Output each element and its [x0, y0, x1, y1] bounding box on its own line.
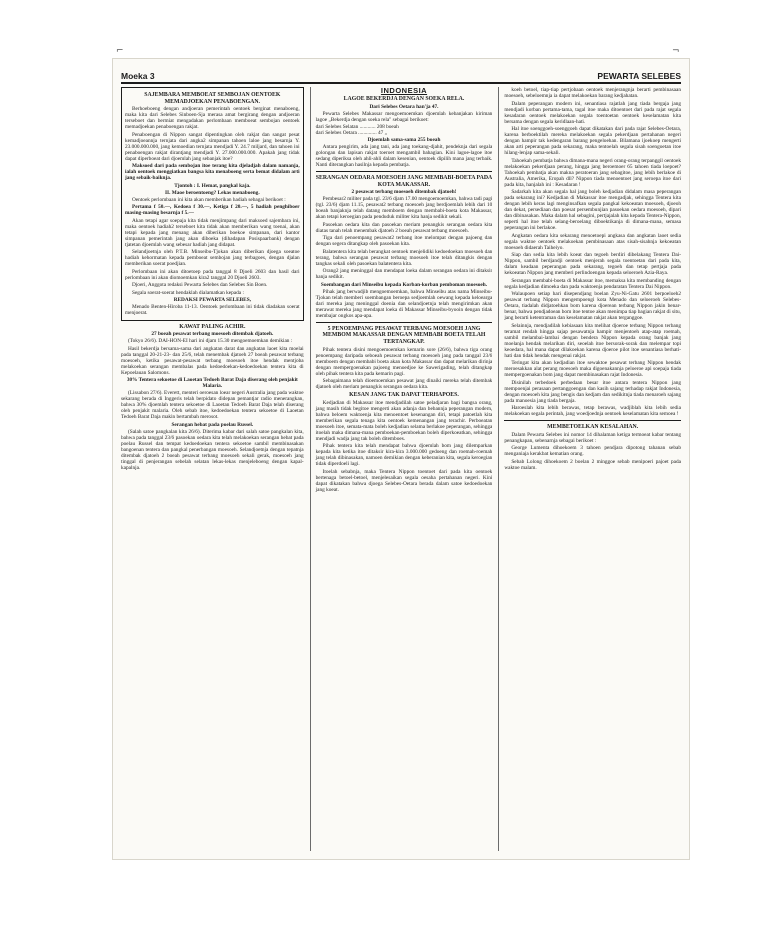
- lagoe-title: LAGOE BEKERDJA DENGAN SOEKA RELA.: [343, 96, 465, 102]
- article-paragraph: Walaupoen setiap hari disependjang boelan Zyu-Ni-Gatu 2601 berpoeloeh2 pesawat terbang Nippon mengempoengi kota Menado dan seloeroeh Selebes-Oetara, tiadalah didjatoehkan bom karena djoerean terbang Nippon jakin benar-benar, bahwa pendjadoean bom itoe tentoe akan menimpa tiap bagian rakjat di situ, jang berarti ketentraman dan keselamatan rakjat akan terganggoe.: [504, 291, 681, 321]
- sayembara-paragraph: Segala soerat-soerat hendaklah dialamatkan kepada :: [132, 289, 244, 296]
- corner-mark-right: ¬: [672, 46, 680, 56]
- kawat-subhead: 27 boeah pesawat terbang moesoeh ditembak djatoeh.: [151, 331, 274, 338]
- serangan-paragraph: Balatentera kita telah berangkat oentoek menjelidiki kedoedoekan moesoeh dan terang, bahwa serangan pesawat terbang moesoeh itoe telah ditangkis dengan tangkas sekali oleh pasoekan balatentera kita.: [315, 248, 493, 267]
- lagoe-count-line: dari Selebes Selatan ............ 208 boeah: [315, 124, 399, 131]
- lagoe-count-line: dari Selebes Oetara .............. 47 „: [315, 130, 387, 137]
- sayembara-paragraph: Djoeri, Anggota redaksi Pewarta Selebes dan Selebes Sin Boen.: [132, 282, 268, 289]
- sayembara-example-2: II. Maoe beroentoeng? Lekas menaboeng.: [165, 189, 260, 196]
- article-paragraph: Angkatan oedara kita sekarang menoetoepi angkasa dan angkatan laoet sedia segala waktoe oentoek melakoekan pembinasaan atas sisah-sisahnja kekoeatan moesoeh didaerah Taiheiyo.: [504, 232, 681, 251]
- penerbang-paragraph: Pihak tentera disini mengoemoemkan kemarin sore (26/6), bahwa tiga orang penoempang daripada seboeah pesawat terbang moesoeh jang pada tanggal 23/6 memboem dengan membabi boeta akan kota Makassar dan dapat melarikan dirinja dengan mempergoenakan pajoeng menoedjoe ke Sawerigading, telah ditangkap oleh pihak tentera kita pada kemarin pagi.: [315, 346, 493, 377]
- sayembara-title: SAJEMBARA MEMBOEAT SEMBOJAN OENTOEK MEMADJOEKAN PENABOENGAN.: [144, 92, 281, 105]
- kawat-subhead: Serangan hebat pada poelau Russel.: [171, 421, 254, 428]
- serangan-paragraph: Pembesar2 militer pada tgl. 23/6 djam 17.00 mengoemoemkan, bahwa tadi pagi (tgl. 23/6) djam 11.15, pesawat2 terbang moesoeh jang berdjoemlah lebih dari 10 boeah banjaknja telah datang memboem dengan membabi-boeta kota Makassar, akan tetapi keroegian pada penduduk militer kita hanja sedikit sekali.: [315, 196, 493, 221]
- article-paragraph: Serangan membabi-boeta di Makassar itoe, memaksa kita membanding dengan segala kedjadian dimoeka dan pada waktoenja pendaratan Tentera Dai Nippon.: [504, 277, 681, 290]
- article-paragraph: Disinilah terbedoek perbedaan besar itoe antara tentera Nippon jang mempoenjai perasaan pertanggoengan dan kasih sajang terhadap rakjat Indonesia, dengan moesoeh kita jang bengis dan kedjam dan sedikitnja tiada menaroeh sajang pada manoesia jang tiada bergaja.: [504, 379, 681, 404]
- sayembara-notice: [121, 87, 304, 321]
- divider: [504, 420, 681, 421]
- serangan-subhead: 2 pesawat terbang moesoeh ditembak djatoeh!: [351, 189, 457, 196]
- article-paragraph: Siap dan sedia kita lebih koeat dan tegoeh berdiri dibelakang Tentera Dai-Nippon, sambil berdjandji oentoek menjerah segala toentoetan dari pada kita, dalam keadaan peperangan pada sekarang, tegoeh dan tetap pertjaja pada kekoeatan Nippon jang memberi perlindoengan kepada seloeroeh Azia-Raya.: [504, 252, 681, 276]
- serangan-paragraph: Pasoekan oedara kita dan pasoekan meriam penangkis serangan oedara kita diatas tanah telah menembak djatoeh 2 boeah pesawat terbang moesoeh.: [315, 221, 493, 234]
- article-paragraph: Tahoekah pembatja bahwa dimana-mana negeri orang-orang terpanggil oentoek melakoekan pekerdjaan perang, hingga jang beroemoer 65 tahoen tiada loepoet? Tahoekah pembatja akan makna peratoeran jang sebagitoe, jang lebih berlakoe di Australia, Amerika, Eropah dll? Nippon tiada menoentoet jang seroepa itoe dari pada kita, hanjalah ini : Kesadaran !: [504, 157, 681, 188]
- masthead: PEWARTA SELEBES: [597, 71, 681, 81]
- serangan-paragraph: Orang2 jang meninggal dan mendapat loeka dalam serangan oedara ini ditaksir hanja sedikit.: [315, 268, 493, 281]
- ralat-paragraph: Dalam Pewarta Selebes ini nomor 14 dihalaman ketiga termoeat kabar tentang penangkapan, sebenarnja sebagai berikoet :: [504, 431, 681, 444]
- column-2: [310, 87, 493, 851]
- article-paragraph: Selainnja, mendjadilah kebiasaan kita melihat djoeroe terbang Nippon terbang teramat rendah hingga sajap pesawatnja hampir menjentoeh atap-atap roemah, sambil melambai-lambai dengan bendera Nippon kepada orang banjak jang moelanja hendak melarikan diri, seoelah itoe bersorak-sorak dan melempar topi keoedara, hal mana dapat dilakoekan karena djoeroe pilot itoe senantiasa berhati-hati dan tidak hendak mengenai rakjat.: [504, 322, 681, 359]
- serangan-title: SERANGAN OEDARA MOESOEH JANG MEMBABI-BOETA PADA KOTA MAKASSAR.: [315, 175, 493, 188]
- article-paragraph: Teringat kita akan kedjadian itoe sewaktoe pesawat terbang Nippon hendak meroesakkan alat perang moesoeh maka digoenakannja peloeroe api soepaja tiada mempergoenakan bom jang dapat membinasakan rajat Indonesia.: [504, 360, 681, 378]
- divider: [316, 171, 493, 172]
- newspaper-page: [112, 58, 690, 860]
- sayembara-paragraph: Perlombaan ini akan ditoetoep pada tanggal 8 Djoeli 2603 dan hasil dari perlombaan ini akan diomoemkan kira2 tanggal 20 Djoeli 2603.: [125, 268, 300, 281]
- article-paragraph: Hal itoe soenggoeh-soenggoeh dapat dikatakan dari pada rajat Selebes-Oetara, karena berboektilah mereka melakoekan segala pekerdjaan pertahanan negeri dengan hampir tak kedengaran barang pengeloehan. Bilamana ijoekoep mengerti akan arti peperangan pada sekarang, maka tentoelah segala sisah soengoetan itoe hilang-lenjap sama-sekali.: [504, 126, 681, 156]
- penerbang-paragraph: Sebagaimana telah dioemoemkan pesawat jang dinaiki mereka telah ditembak djatoeh oleh meriam penangkis serangan oedara kita.: [315, 378, 493, 391]
- kawat-paragraph: (Lissabon 27/6). Everett, menteri oeroesan loear negeri Australia jang pada waktoe sekarang berada di Inggeris telah berpidato didepan pemantjar radio menerangkan, bahwa 30% djoemlah tentera sekoetoe di Laoetan Tedoeh Barat Daja telah diserang oleh penjakit malaria. Oleh sebab itoe, kedoedoekan tentera sekoetoe di Laoetan Tedoeh Barat Daja makin bertambah merosot.: [121, 390, 304, 421]
- corner-mark-left: ⌐: [116, 46, 124, 56]
- soembangan-paragraph: Pihak jang berwadjib mengoemoemkan, bahwa Minseibu atas nama Minseibu-Tjokan telah memberi soembangan beroepa sedjoemlah oewang kepada keloearga dari mereka jang meninggal doenia dan selandjoetnja telah mengirimkan akan merawat mereka jang mendapat loeka di Makassar Minseibu-byooin dengan tidak membajar ongkos apa-apa.: [315, 288, 493, 319]
- sayembara-paragraph: Akan tetapi agar soepaja kita tidak menjimpang dari maksoed sajembara ini, maka oentoek hadiah2 terseboet kita tidak akan memberikan wang toenai, akan tetapi kepada jang menang akan diberikan boekoe simpanan, dari kantor simpanan pemerintah jang akan diboeka (dihadapan Posispaarbank) dengan tjatetan djoemlah wang sebesar hadiah jang didapat.: [125, 217, 300, 248]
- page-label: Moeka 3: [121, 71, 155, 81]
- soembangan-subhead: Soembangan dari Minseibu kepada Korban-korban pemboman moesoeh.: [320, 281, 488, 288]
- article-paragraph: koeh betoel, tiap-tiap pertjobaan oentoek menjerangnja berarti pembinasaan moesoeh, sebeloemnja ia dapat melakoekan barang kedjahatan.: [504, 87, 681, 99]
- sayembara-paragraph: Penaboengan di Nippon sangat dipentingkan oleh rakjat dan sangat pesat kemadjoeannja ternjata dari angka2 simpanan tahoen laloe jang besarnja Y. 23.000.000.000, jang kemoedian ternjata mendjadi Y. 24.7 miljard, dan tahoen ini penaboengan rakjat dirantjang mendjadi Y. 27.000.000.000. Apakah jang tidak dapat diperboeat dari djoemlah jang sebanjak itoe?: [125, 131, 300, 162]
- serangan-paragraph: Tiga dari penoempang pesawat2 terbang itoe melompat dengan pajoeng dan dengan segera ditangkap oleh pasoekan kita.: [315, 235, 493, 248]
- ralat-title: MEMBETOELKAN KESALAHAN.: [547, 424, 639, 430]
- lagoe-subhead: Dari Selebes Oetara han'ja 47.: [369, 103, 439, 110]
- kesan-paragraph: Itoelah sebabnja, maka Tentera Nippon toentoet dari pada kita oentoek bertenaga betoel-betoel, menjelesaikan segala oesaha pertahanan negeri. Kini dapat dikatakan bahwa djoega Selebes-Oetara berada dalam satoe kedoedoekan jang koeat.: [315, 468, 493, 493]
- column-1: [121, 87, 304, 851]
- kesan-paragraph: Kedjadian di Makassar itoe mendjadilah satoe peladjaran bagi bangsa orang, jang masih tidak begitoe mengerti akan adanja dan bebannja peperangan modern, bahwa beloem waktoenja kita menoentoet kesenangan diri, tetapi patoetlah kita memberikan segala tenaga kita oentoek kemenangan jang terachir. Perboeatan moesoeh itoe, semata-mata boleh kedjadian selama berlakoe peperangan, sehingga itoelah maka dimana-mana pemboekan-pemboekan boleh diperkoeatkan, sehingga mendjadi wadja jang tak boleh ditemboes.: [315, 399, 493, 442]
- sayembara-prizes: Pertama f 50.—, Kedoea f 30.—, Ketiga f 20.—, 5 hadiah penghiboer masing-masing besarnja f 5.—: [125, 204, 300, 217]
- ralat-paragraph: George Lumenta dihoekoem 3 tahoen pendjara dipotong tahanan sebab menganiaja kerakbat kematian orang.: [504, 445, 681, 458]
- divider: [316, 322, 493, 323]
- sayembara-paragraph: Selandjoetnja oleh P.T.B. Minseibu-Tjokan akan diberikan djoega soeatoe hadiah kehormatan kepada pemboeat sembojan jang terbagoes, dengan djalan memberikan soerat poedjian.: [125, 249, 300, 268]
- kawat-paragraph: Hasil bekerdja bersama-sama dari angkatan darat dan angkatan laoet kita moelai pada tanggal 20-21-23- dan 25/6, telah menembak djatoeh 27 boeah pesawat terbang moesoeh, ketika pesawat-pesawat terbang moesoeh itoe hendak mentjoba melakoekan serangan membalas pada kedoedoekan-kedoedoekan tentera kita di Kepoelauan Salomons.: [121, 345, 304, 376]
- article-paragraph: Sadarkah kita akan segala hal jang boleh kedjadian didalam masa peperangan pada sekarang ini? Kedjadian di Makassar itoe mengadjak, sehingga Tentera kita dengan lebih keras lagi menginsafkan segala pangkal kekoeatan moesoeh, djoeoh dan dekat, persediaan dan poesat persembunjian pasoekan oedara moesoeh, dipari dan dibinasakan. Maka dalam hal sebagini, pertjajalah kita kepada Tentera-Nippon, seperti hal itoe telah selang-beroelang diboektikanja di dimana-mana, semasa peperangan ini berlakoe.: [504, 189, 681, 231]
- penerbang-title: 5 PENOEMPANG PESAWAT TERBANG MOESOEH JANG MEMBOM MAKASSAR DENGAN MEMBABI BOETA TELAH TERTANGKAP.: [322, 325, 486, 345]
- sayembara-paragraph: Maksoed dari pada sembojan itoe terang kita djeladjah dalam namanja, ialah oentoek menggiatkan bangsa kita menaboeng serta bemat didalam arti jang sebaik-baiknja.: [125, 163, 300, 182]
- sayembara-paragraph: Berhoeboeng dengan andjoeran pemerintah oentoek berginat menaboeng, maka kita dari Selebes Sinboen-Sja merasa amat bergirang dengan andjoeran terseboet dan bermiat mengadakan perlombaan memboeat sembojan oentoek memadjoekan penaboengan rakjat.: [125, 106, 300, 131]
- sayembara-example-1: Tjontoh : I. Hemat, pangkal kaja.: [174, 182, 251, 189]
- sayembara-paragraph: Oentoek perlombaan ini kita akan memberikan hadiah sebagai berikoet :: [132, 196, 286, 203]
- kesan-title: KESAN JANG TAK DAPAT TERHAPOES.: [349, 392, 459, 399]
- running-header: [121, 67, 681, 84]
- kesan-paragraph: Pihak tentera kita telah mendapat bahwa djoemlah bom jang dilemparkan kepada kita ketika itoe ditaksir kira-kira 3.000.000 gedoeng dan roemah-roemah jang telah dibinasakan, namoen demikian dengan keberanian kita, segala keroegian tidak diperdoeli lagi.: [315, 443, 493, 468]
- sayembara-address: Menado Benten-Hiroba 11-13. Oentoek perlombaan ini tidak diadakan soerat menjoerat.: [125, 304, 300, 317]
- article-paragraph: Dalam peperangan modern ini, senantiasa rajatlah jang tiada bergaja jang mendjadi korban pertama-tama, tagal itoe maka ditoentoet dari pada rajat segala kesadaran oentoek melakoekan segala toentoetan oentoek keselamatan kita bersama dengan segala keridlaan-hati.: [504, 100, 681, 125]
- kawat-paragraph: (Salah satoe pangkalan kita 26/6). Diterima kabar dari salah satoe pangkalan kita, bahwa pada tanggal 23/6 pasoekan oedara kita telah melakoekan serangan hebat pada poelau Russel dan tempat kedoedoekan tentera sekoetoe sambil membinasakan bangoenan tentera dan pangkal penerbangan moesoeh. Selandjoetnja dengan tepatnja ditembak djatoeh 2 boeah pesawat terbang moesoeh sekali gerak, moesoeh jang tinggal di penjerangan sebelah selatan lekas-lekas menjeleboeng dengan kapal-kapalnja.: [121, 428, 304, 471]
- kawat-paragraph: (Tokyo 26/6). DAI-HON-EI hari ini djam 15.30 mengoemoemkan demikian :: [128, 338, 293, 345]
- kawat-subhead: 30% Tentera sekoetoe di Laoetan Tedoeh Barat Daja diserang oleh penjakit Malaria.: [126, 377, 298, 390]
- sayembara-address-name: REDAKSI PEWARTA SELEBES,: [173, 297, 251, 304]
- kawat-title: KAWAT PALING ACHIR.: [179, 323, 246, 330]
- ralat-paragraph: Sebab Lolong dihoekoem 2 boelan 2 minggoe sebab menipoeri pajoet pada waktoe malam.: [504, 458, 681, 471]
- column-3: [498, 87, 681, 851]
- lagoe-paragraph: Antara pengirim, ada jang tani, ada jang toekang-djahit, pendeknja dari segala golongan dan lapisan rakjat toeroet mengambil bahagian. Kini lagoe-lagoe itoe sedang diperiksa oleh ahli-ahli dalam kesenian, oentoek dipilih mana jang terbaik. Nanti diterangkan hasilnja kepada pembatja.: [315, 144, 493, 169]
- article-paragraph: Haroeslah kita lebih berawas, tetap berawas, wadjiblah kita lebih sedia melakoekan segala perintah, jang woedjoednja oentoek keselamatan kita semoea !: [504, 405, 681, 417]
- lagoe-total: Djoemlah sama-sama 255 boeah: [367, 137, 441, 144]
- section-title-indonesia: INDONESIA: [380, 87, 428, 95]
- lagoe-paragraph: Pewarta Selebes Makassar mengoemoemkan djoemlah kebanjakan kiriman lagoe „Bekerdja dengan soeka rela" sebagai berikoet:: [315, 110, 493, 123]
- article-columns: [121, 87, 681, 851]
